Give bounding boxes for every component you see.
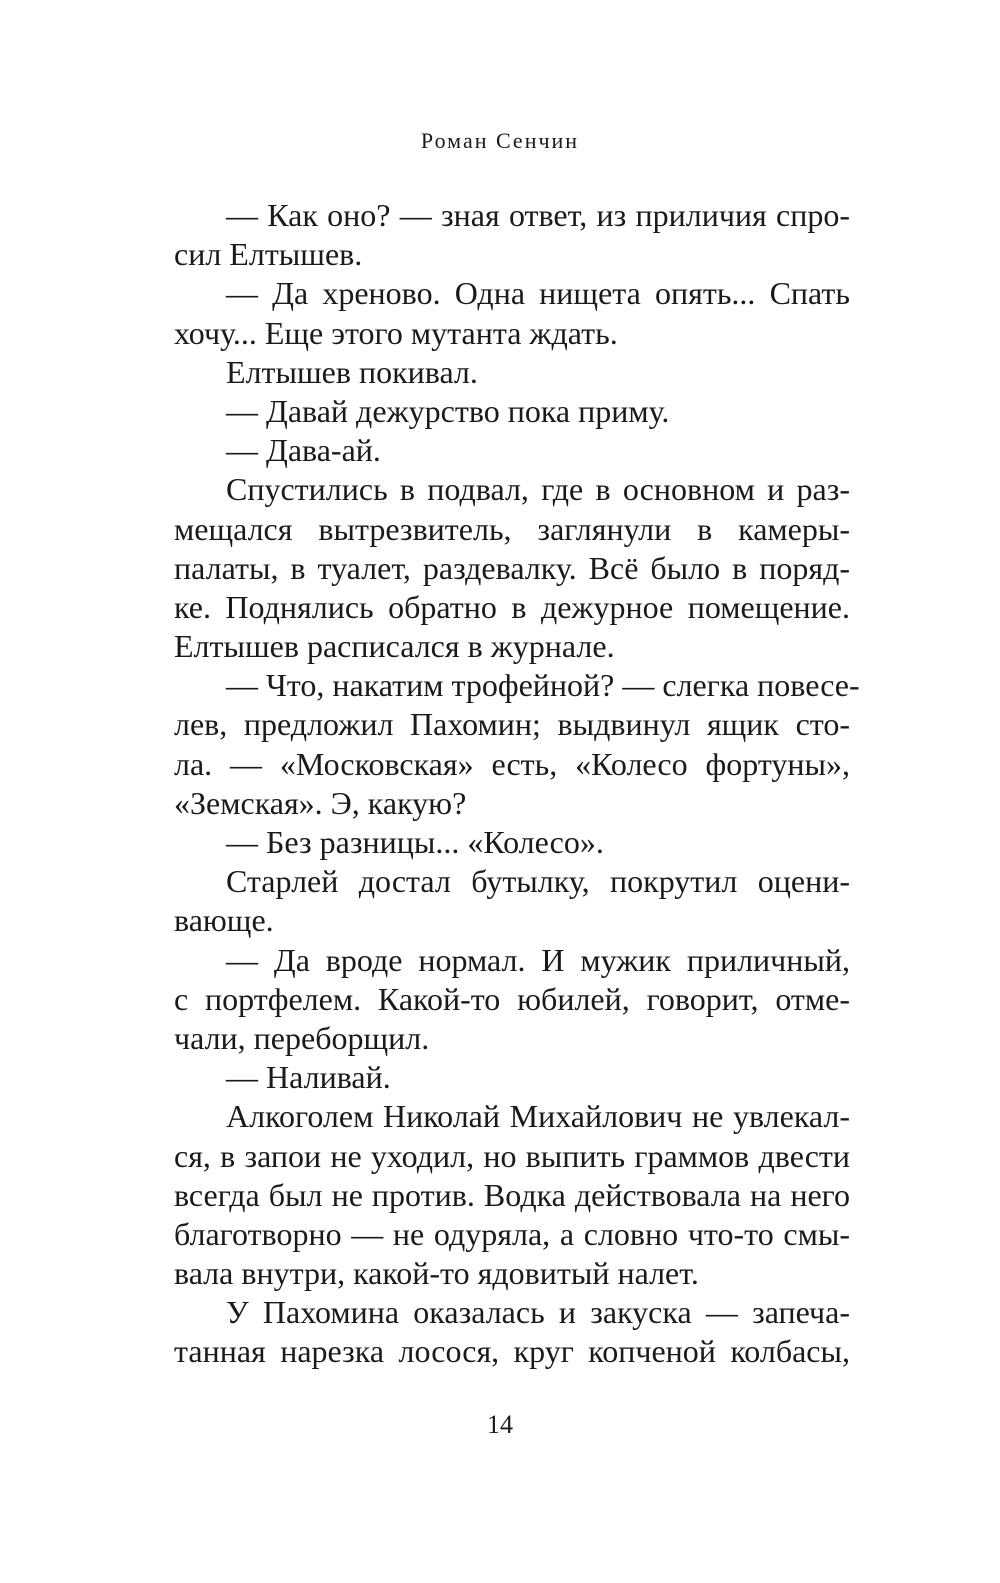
text-line: хочу... Еще этого мутанта ждать. [174,314,618,351]
text-line: — Наливай. [226,1059,391,1096]
text-line: танная нарезка лосося, круг копченой колбасы, [174,1333,850,1370]
text-line: «Земская». Э, какую? [174,784,467,821]
text-line: Алкоголем Николай Михайлович не увлекал- [226,1098,850,1135]
text-line: чали, переборщил. [174,1019,430,1056]
text-line: — Дава-ай. [226,432,381,469]
body-text [174,196,860,1372]
text-line: Старлей достал бутылку, покрутил оцени- [226,863,850,900]
text-line: всегда был не против. Водка действовала на него [174,1176,850,1213]
text-line: мещался вытрезвитель, заглянули в камеры- [174,510,850,547]
text-line: — Да хреново. Одна нищета опять... Спать [226,275,850,312]
text-line: благотворно — не одуряла, а словно что-то смы- [174,1215,850,1252]
text-line: палаты, в туалет, раздевалку. Всё было в поряд- [174,549,850,586]
text-line: — Да вроде нормал. И мужик приличный, [226,941,850,978]
text-line: Спустились в подвал, где в основном и раз- [226,471,850,508]
text-line: вала внутри, какой-то ядовитый налет. [174,1255,699,1292]
text-line: лев, предложил Пахомин; выдвинул ящик сто- [174,706,850,743]
text-line: сил Елтышев. [174,236,363,273]
text-line: ла. — «Московская» есть, «Колесо фортуны», [174,745,850,782]
text-line: Елтышев покивал. [226,353,478,390]
text-line: ся, в запои не уходил, но выпить граммов двести [174,1137,850,1174]
text-line: У Пахомина оказалась и закуска — запеча- [226,1294,850,1331]
page-number: 14 [487,1410,513,1439]
text-line: Елтышев расписался в журнале. [174,628,615,665]
running-head: Роман Сенчин [420,128,580,153]
text-line: — Что, накатим трофейной? — слегка повесе- [226,667,860,704]
text-line: ке. Поднялись обратно в дежурное помещение. [174,588,850,625]
text-line: — Давай дежурство пока приму. [226,392,670,429]
text-line: — Без разницы... «Колесо». [226,824,604,860]
text-line: с портфелем. Какой-то юбилей, говорит, отме- [174,980,850,1017]
text-line: вающе. [174,902,274,939]
text-line: — Как оно? — зная ответ, из приличия спро- [226,197,850,233]
